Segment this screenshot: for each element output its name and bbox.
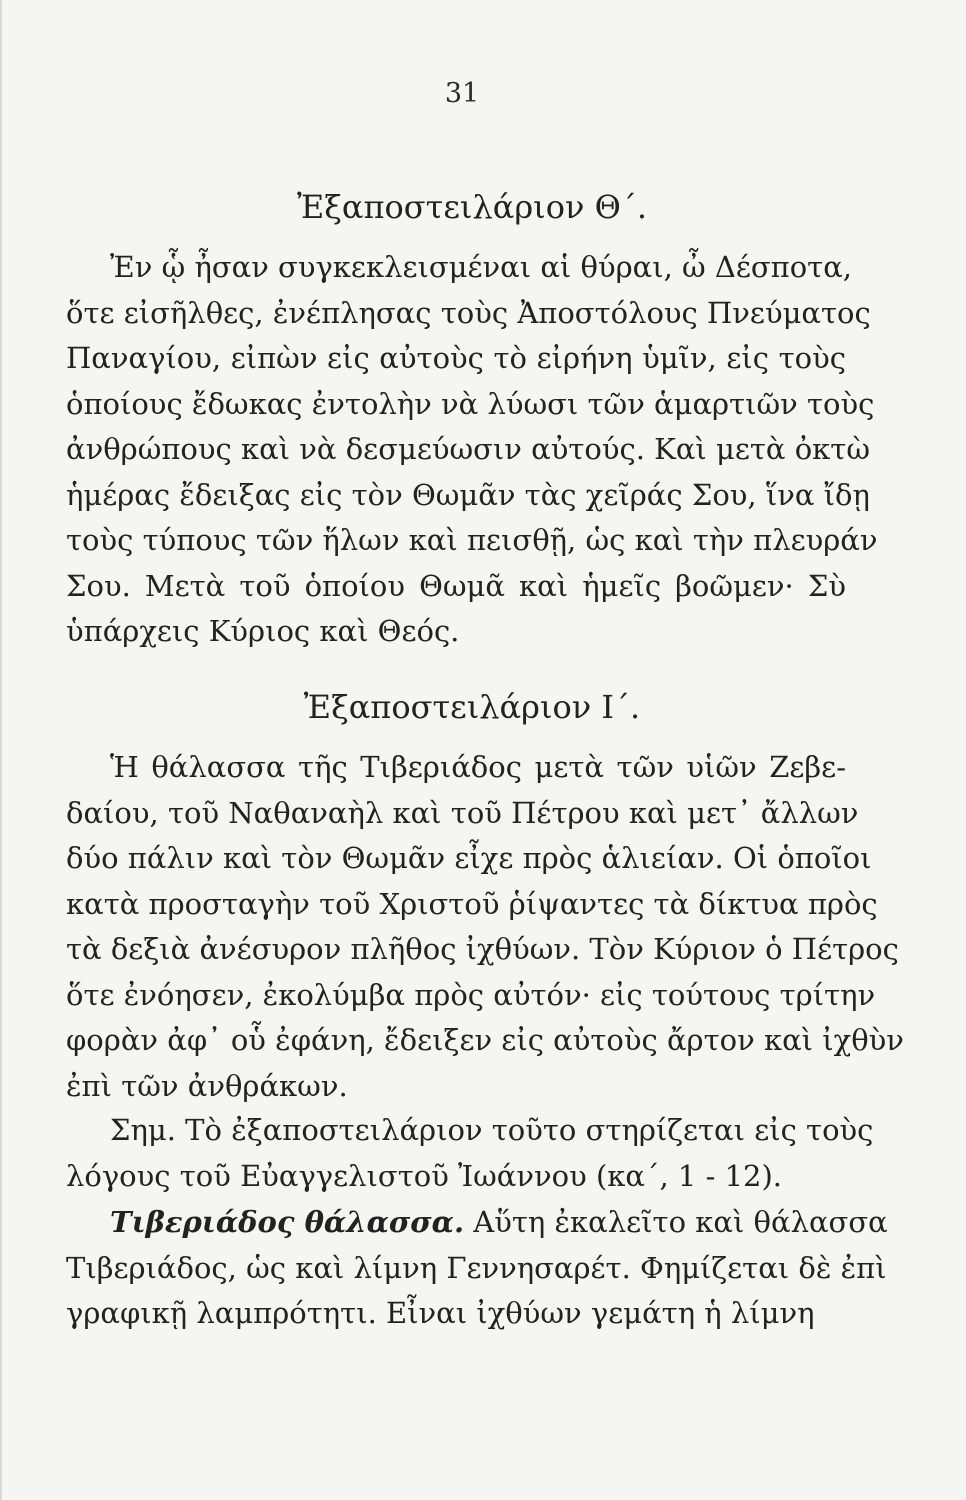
- note-paragraph: [66, 1108, 874, 1199]
- text-line: ὅτε ἐνόησεν, ἐκολύμβα πρὸς αὐτόν· εἰς τούτους τρίτην: [66, 977, 876, 1012]
- text-line: τὰ δεξιὰ ἀνέσυρον πλῆθος ἰχθύων. Τὸν Κύριον ὁ Πέτρος: [66, 932, 899, 966]
- section-heading: Ἐξαποστειλάριον Θ΄.: [296, 188, 648, 226]
- text-line: φορὰν ἀφ᾽ οὗ ἐφάνη, ἔδειξεν εἰς αὐτοὺς ἄρτον καὶ ἰχθὺν: [66, 1023, 904, 1057]
- text-line: δαίου, τοῦ Ναθαναὴλ καὶ τοῦ Πέτρου καὶ μετ᾽ ἄλλων: [66, 795, 859, 830]
- text-line: Σου. Μετὰ τοῦ ὁποίου Θωμᾶ καὶ ἡμεῖς βοῶμεν· Σὺ: [66, 568, 846, 603]
- text-line: δύο πάλιν καὶ τὸν Θωμᾶν εἶχε πρὸς ἁλιείαν. Οἱ ὁποῖοι: [66, 841, 872, 875]
- text-line: γραφικῇ λαμπρότητι. Εἶναι ἰχθύων γεμάτη ἡ λίμνη: [66, 1296, 815, 1330]
- text-line: ὅτε εἰσῆλθες, ἐνέπλησας τοὺς Ἀποστόλους Πνεύματος: [66, 295, 871, 330]
- note-first-line: [66, 1108, 874, 1154]
- text-line: Ἐν ᾧ ἦσαν συγκεκλεισμέναι αἱ θύραι, ὦ Δέσποτα,: [110, 250, 853, 284]
- glossary-paragraph: [66, 1200, 888, 1337]
- paragraph: [66, 745, 904, 1109]
- text-segment: Τὸ ἐξαποστειλάριον τοῦτο στηρίζεται εἰς τοὺς: [185, 1113, 874, 1147]
- text-line: Παναγίου, εἰπὼν εἰς αὐτοὺς τὸ εἰρήνη ὑμῖν, εἰς τοὺς: [66, 341, 846, 375]
- text-line: κατὰ προσταγὴν τοῦ Χριστοῦ ῥίψαντες τὰ δίκτυα πρὸς: [66, 886, 878, 921]
- page-number: 31: [444, 78, 480, 109]
- text-line: ἀνθρώπους καὶ νὰ δεσμεύωσιν αὐτούς. Καὶ μετὰ ὀκτὼ: [66, 432, 870, 466]
- glossary-term: Τιβεριάδος θάλασσα.: [110, 1205, 465, 1239]
- section-heading: Ἐξαποστειλάριον Ι΄.: [303, 688, 641, 726]
- text-line: τοὺς τύπους τῶν ἥλων καὶ πεισθῇ, ὡς καὶ τὴν πλευράν: [66, 523, 878, 557]
- text-line: λόγους τοῦ Εὐαγγελιστοῦ Ἰωάννου (κα΄, 1 - 12).: [66, 1158, 783, 1193]
- text-line: ὑπάρχεις Κύριος καὶ Θεός.: [66, 614, 460, 648]
- text-line: ὁποίους ἔδωκας ἐντολὴν νὰ λύωσι τῶν ἁμαρτιῶν τοὺς: [66, 386, 875, 421]
- text-segment: Αὕτη ἐκαλεῖτο καὶ θάλασσα: [473, 1205, 888, 1239]
- text-line: Τιβεριάδος, ὡς καὶ λίμνη Γεννησαρέτ. Φημίζεται δὲ ἐπὶ: [66, 1250, 887, 1285]
- glossary-first-line: [66, 1200, 888, 1246]
- paragraph: [66, 245, 878, 655]
- text-line: ἡμέρας ἔδειξας εἰς τὸν Θωμᾶν τὰς χεῖράς Σου, ἵνα ἴδῃ: [66, 477, 870, 512]
- text-line: ἐπὶ τῶν ἀνθράκων.: [66, 1068, 348, 1103]
- text-line: Ἡ θάλασσα τῆς Τιβεριάδος μετὰ τῶν υἱῶν Ζεβε-: [110, 750, 846, 784]
- note-label: Σημ.: [110, 1113, 176, 1147]
